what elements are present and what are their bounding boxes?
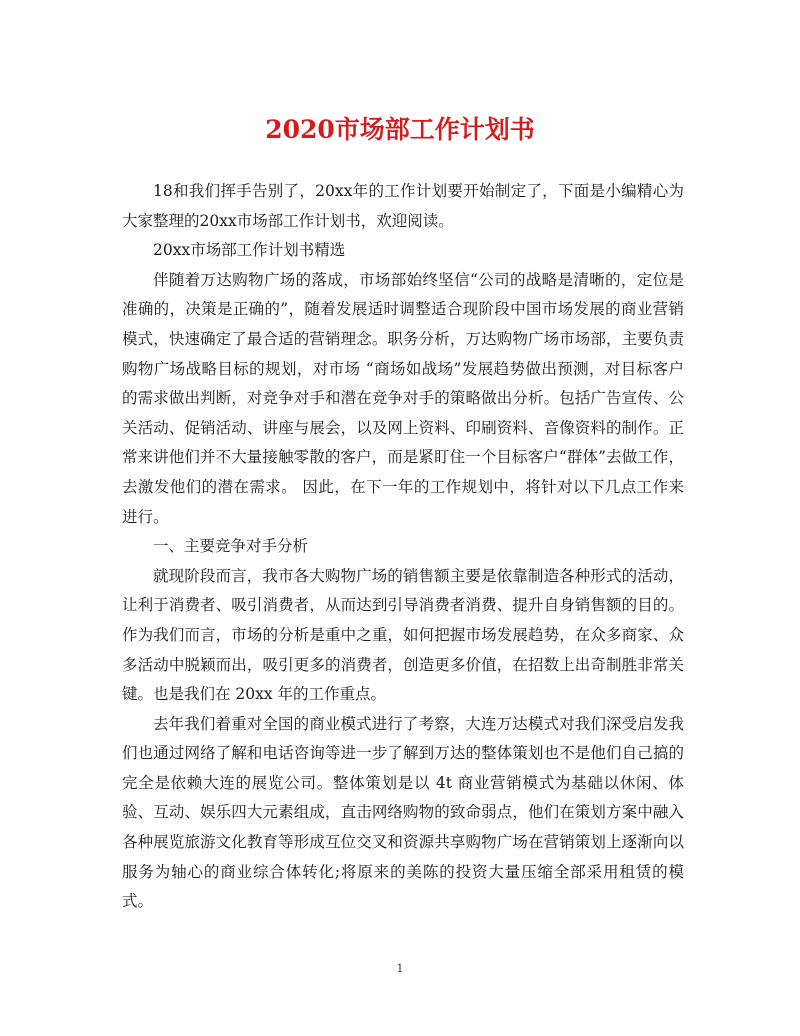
page-number: 1: [396, 962, 404, 975]
document-body: [122, 177, 684, 917]
intro-paragraph: 18和我们挥手告别了，20xx年的工作计划要开始制定了，下面是小编精心为大家整理的20xx市场部工作计划书，欢迎阅读。: [122, 182, 684, 230]
body-paragraph: 去年我们着重对全国的商业模式进行了考察，大连万达模式对我们深受启发我们也通过网络了解和电话咨询等进一步了解到万达的整体策划也不是他们自己搞的完全是依赖大连的展览公司。整体策划是以 4t 商业营销模式为基础以休闲、体验、互动、娱乐四大元素组成，直击网络购物的致命弱点，他们在策划方案中融入各种展览旅游文化教育等形成互位交叉和资源共享购物广场在营销策划上逐渐向以服务为轴心的商业综合体转化;将原来的美陈的投资大量压缩全部采用租赁的模式。: [122, 714, 684, 911]
body-paragraph: 就现阶段而言，我市各大购物广场的销售额主要是依靠制造各种形式的活动，让利于消费者、吸引消费者，从而达到引导消费者消费、提升自身销售额的目的。作为我们而言，市场的分析是重中之重，如何把握市场发展趋势，在众多商家、众多活动中脱颖而出，吸引更多的消费者，创造更多价值，在招数上出奇制胜非常关键。也是我们在 20xx 年的工作重点。: [122, 566, 684, 704]
section-heading-selection: 20xx市场部工作计划书精选: [153, 241, 346, 260]
section-heading-competitor-analysis: 一、主要竞争对手分析: [153, 537, 309, 556]
document-title: 2020市场部工作计划书: [265, 115, 535, 144]
body-paragraph: 伴随着万达购物广场的落成，市场部始终坚信“公司的战略是清晰的，定位是准确的，决策是正确的”，随着发展适时调整适合现阶段中国市场发展的商业营销模式，快速确定了最合适的营销理念。职务分析，万达购物广场市场部，主要负责购物广场战略目标的规划，对市场 “商场如战场”发展趋势做出预测，对目标客户的需求做出判断，对竞争对手和潜在竞争对手的策略做出分析。包括广告宣传、公关活动、促销活动、讲座与展会，以及网上资料、印刷资料、音像资料的制作。正常来讲他们并不大量接触零散的客户，而是紧盯住一个目标客户“群体”去做工作，去激发他们的潜在需求。 因此，在下一年的工作规划中，将针对以下几点工作来进行。: [122, 270, 684, 526]
